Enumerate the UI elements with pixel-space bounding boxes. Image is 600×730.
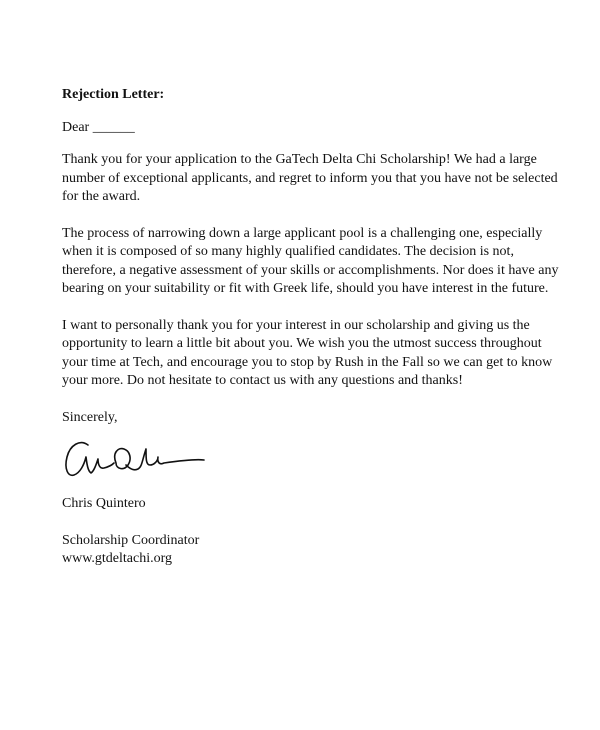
signer-name: Chris Quintero bbox=[62, 496, 146, 511]
paragraph-line: The process of narrowing down a large applicant pool is a challenging one, especially bbox=[62, 225, 543, 241]
paragraph-line: when it is composed of so many highly qualified candidates. The decision is not, bbox=[62, 244, 514, 259]
paragraph-line: for the award. bbox=[62, 189, 141, 204]
paragraph-line: number of exceptional applicants, and regret to inform you that you have not be selected bbox=[62, 170, 558, 186]
paragraph-line: Thank you for your application to the GaTech Delta Chi Scholarship! We had a large bbox=[62, 152, 537, 167]
letter-paragraph-1 bbox=[62, 151, 558, 207]
closing: Sincerely, bbox=[62, 409, 118, 425]
paragraph-line: bearing on your suitability or fit with Greek life, should you have interest in the future. bbox=[62, 281, 549, 296]
paragraph-line: your time at Tech, and encourage you to stop by Rush in the Fall so we can get to know bbox=[62, 354, 553, 370]
paragraph-line: opportunity to learn a little bit about you. We wish you the utmost success throughout bbox=[62, 336, 542, 351]
salutation: Dear ______ bbox=[62, 119, 135, 135]
signer-title: Scholarship Coordinator bbox=[62, 532, 200, 548]
paragraph-line: I want to personally thank you for your interest in our scholarship and giving us the bbox=[62, 317, 530, 333]
paragraph-line: therefore, a negative assessment of your skills or accomplishments. Nor does it have any bbox=[62, 262, 559, 278]
rejection-letter bbox=[62, 86, 559, 569]
letter-heading: Rejection Letter: bbox=[62, 87, 165, 102]
letter-paragraph-2 bbox=[62, 225, 559, 299]
handwritten-signature bbox=[58, 431, 208, 489]
website-text: www.gtdeltachi.org bbox=[62, 551, 173, 566]
paragraph-line: your more. Do not hesitate to contact us with any questions and thanks! bbox=[62, 373, 463, 388]
letter-paragraph-3 bbox=[62, 317, 553, 391]
